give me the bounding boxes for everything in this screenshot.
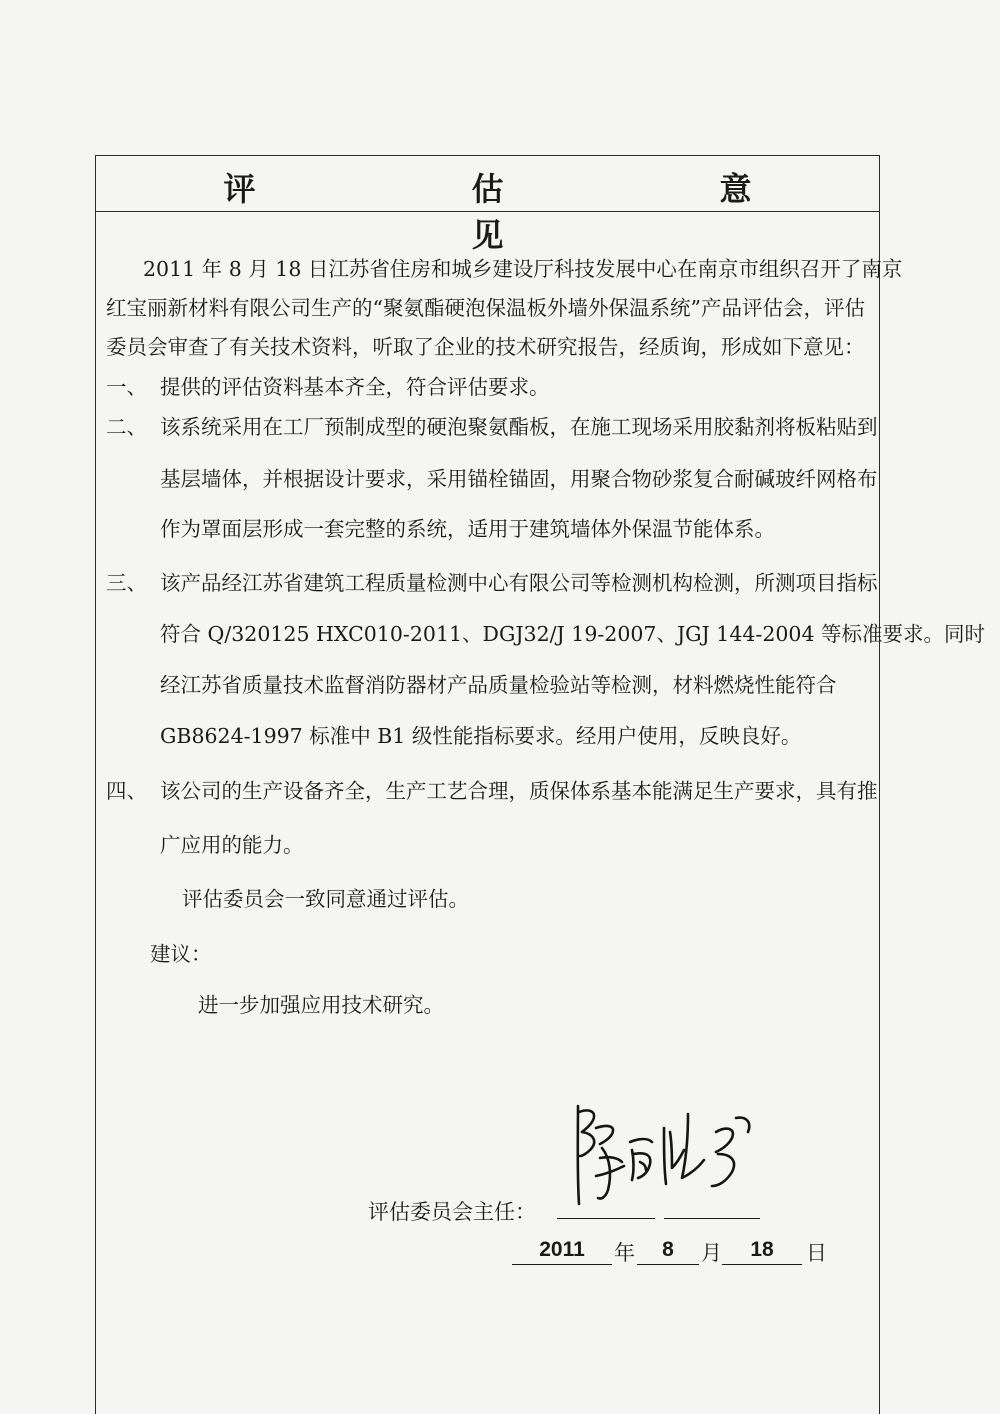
intro-line-3: 委员会审查了有关技术资料，听取了企业的技术研究报告，经质询，形成如下意见： — [106, 335, 865, 359]
item-2-line-2: 基层墙体，并根据设计要求，采用锚栓锚固，用聚合物砂浆复合耐碱玻纤网格布 — [160, 467, 878, 491]
month-underline — [637, 1264, 699, 1265]
item-3-line-2: 符合 Q/320125 HXC010-2011、DGJ32/J 19-2007、JGJ 144-2004 等标准要求。同时 — [160, 622, 986, 646]
item-4-line-2: 广应用的能力。 — [160, 833, 304, 857]
date-month-unit: 月 — [701, 1241, 722, 1265]
item-4-number: 四、 — [106, 779, 147, 803]
intro-line-2: 红宝丽新材料有限公司生产的“聚氨酯硬泡保温板外墙外保温系统”产品评估会，评估 — [106, 296, 865, 320]
date-year-unit: 年 — [614, 1241, 635, 1265]
date-year: 2011 — [539, 1238, 585, 1261]
day-underline — [722, 1264, 802, 1265]
item-3-line-1: 该产品经江苏省建筑工程质量检测中心有限公司等检测机构检测，所测项目指标 — [160, 571, 878, 595]
date-day-unit: 日 — [806, 1241, 827, 1265]
title-row — [96, 156, 968, 254]
item-1-line-1: 提供的评估资料基本齐全，符合评估要求。 — [160, 375, 550, 399]
item-3-number: 三、 — [106, 571, 147, 595]
handwritten-signature — [560, 1098, 790, 1208]
item-3-line-3: 经江苏省质量技术监督消防器材产品质量检验站等检测，材料燃烧性能符合 — [160, 673, 837, 697]
conclusion-text: 评估委员会一致同意通过评估。 — [182, 887, 469, 911]
item-4-line-1: 该公司的生产设备齐全，生产工艺合理，质保体系基本能满足生产要求，具有推 — [160, 779, 878, 803]
suggestion-text: 进一步加强应用技术研究。 — [198, 993, 444, 1017]
suggestion-label: 建议： — [150, 942, 212, 966]
intro-line-1: 2011 年 8 月 18 日江苏省住房和城乡建设厅科技发展中心在南京市组织召开了南京 — [143, 257, 903, 281]
item-2-number: 二、 — [106, 415, 147, 439]
item-3-line-4: GB8624-1997 标准中 B1 级性能指标要求。经用户使用，反映良好。 — [160, 724, 802, 748]
item-1-number: 一、 — [106, 375, 147, 399]
date-month: 8 — [662, 1238, 674, 1261]
signature-label: 评估委员会主任： — [368, 1200, 536, 1224]
signature-underline-2 — [664, 1218, 760, 1219]
item-2-line-1: 该系统采用在工厂预制成型的硬泡聚氨酯板，在施工现场采用胶黏剂将板粘贴到 — [160, 415, 878, 439]
year-underline — [512, 1264, 612, 1265]
date-day: 18 — [750, 1238, 774, 1261]
document-title: 评 估 意 见 — [223, 170, 968, 254]
signature-underline-1 — [557, 1218, 655, 1219]
item-2-line-3: 作为罩面层形成一套完整的系统，适用于建筑墙体外保温节能体系。 — [160, 517, 775, 541]
